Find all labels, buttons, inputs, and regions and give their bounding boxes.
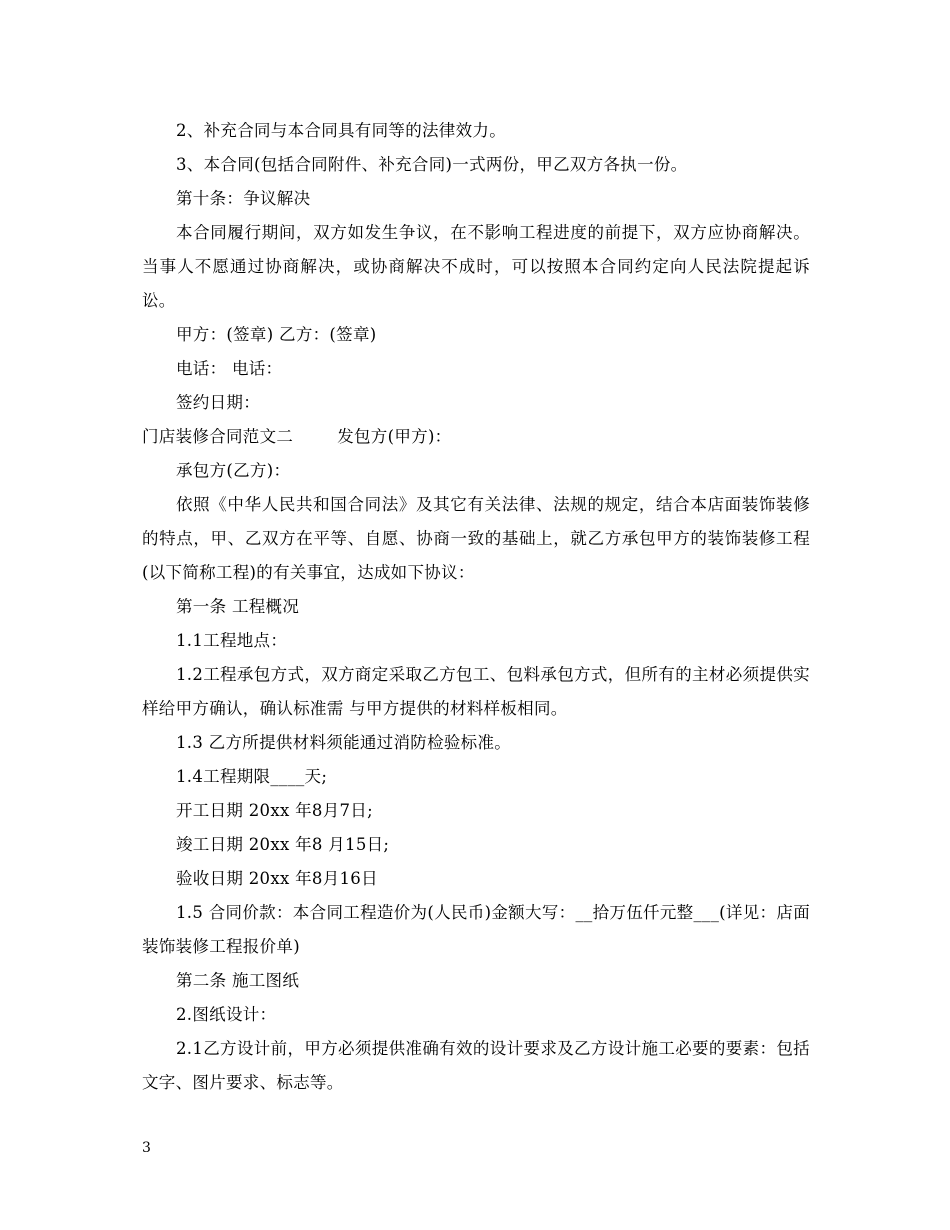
clause: 2.图纸设计： [176,1005,277,1024]
paragraph: 2、补充合同与本合同具有同等的法律效力。 [176,121,506,140]
paragraph: 依照《中华人民共和国合同法》及其它有关法律、法规的规定，结合本店面装饰装修的特点，甲、乙双方在平等、自愿、协商一致的基础上，就乙方承包甲方的装饰装修工程(以下简称工程)的有关事宜，达成如下协议： [142,495,810,582]
party-a-label: 发包方(甲方)： [337,427,452,446]
clause: 1.5 合同价款：本合同工程造价为(人民币)金额大写：__拾万伍仟元整___(详见：店面装饰装修工程报价单) [142,903,810,956]
contract-title-line [142,420,810,454]
signature-line: 甲方：(签章) 乙方：(签章) [176,325,377,344]
party-b-label: 承包方(乙方)： [176,461,291,480]
clause: 2.1乙方设计前，甲方必须提供准确有效的设计要求及乙方设计施工必要的要素：包括文字、图片要求、标志等。 [142,1039,810,1092]
acceptance-date: 验收日期 20xx 年8月16日 [176,869,378,888]
clause: 1.3 乙方所提供材料须能通过消防检验标准。 [176,733,512,752]
clause: 1.4工程期限____天; [176,767,328,786]
sign-date-line: 签约日期： [176,393,260,412]
clause: 1.1工程地点： [176,631,288,650]
section-heading: 第十条：争议解决 [176,189,311,208]
completion-date: 竣工日期 20xx 年8 月15日; [176,835,390,854]
section-heading: 第二条 施工图纸 [176,971,300,990]
section-heading: 第一条 工程概况 [176,597,300,616]
start-date: 开工日期 20xx 年8月7日; [176,801,373,820]
clause: 1.2工程承包方式，双方商定采取乙方包工、包料承包方式，但所有的主材必须提供实样给甲方确认，确认标准需 与甲方提供的材料样板相同。 [142,665,810,718]
document-body [142,114,810,1100]
page-number: 3 [142,1140,151,1156]
paragraph: 3、本合同(包括合同附件、补充合同)一式两份，甲乙双方各执一份。 [176,155,688,174]
phone-line: 电话： 电话： [176,359,283,378]
contract-title: 门店装修合同范文二 [142,427,294,446]
paragraph: 本合同履行期间，双方如发生争议，在不影响工程进度的前提下，双方应协商解决。当事人不愿通过协商解决，或协商解决不成时，可以按照本合同约定向人民法院提起诉讼。 [142,223,810,310]
